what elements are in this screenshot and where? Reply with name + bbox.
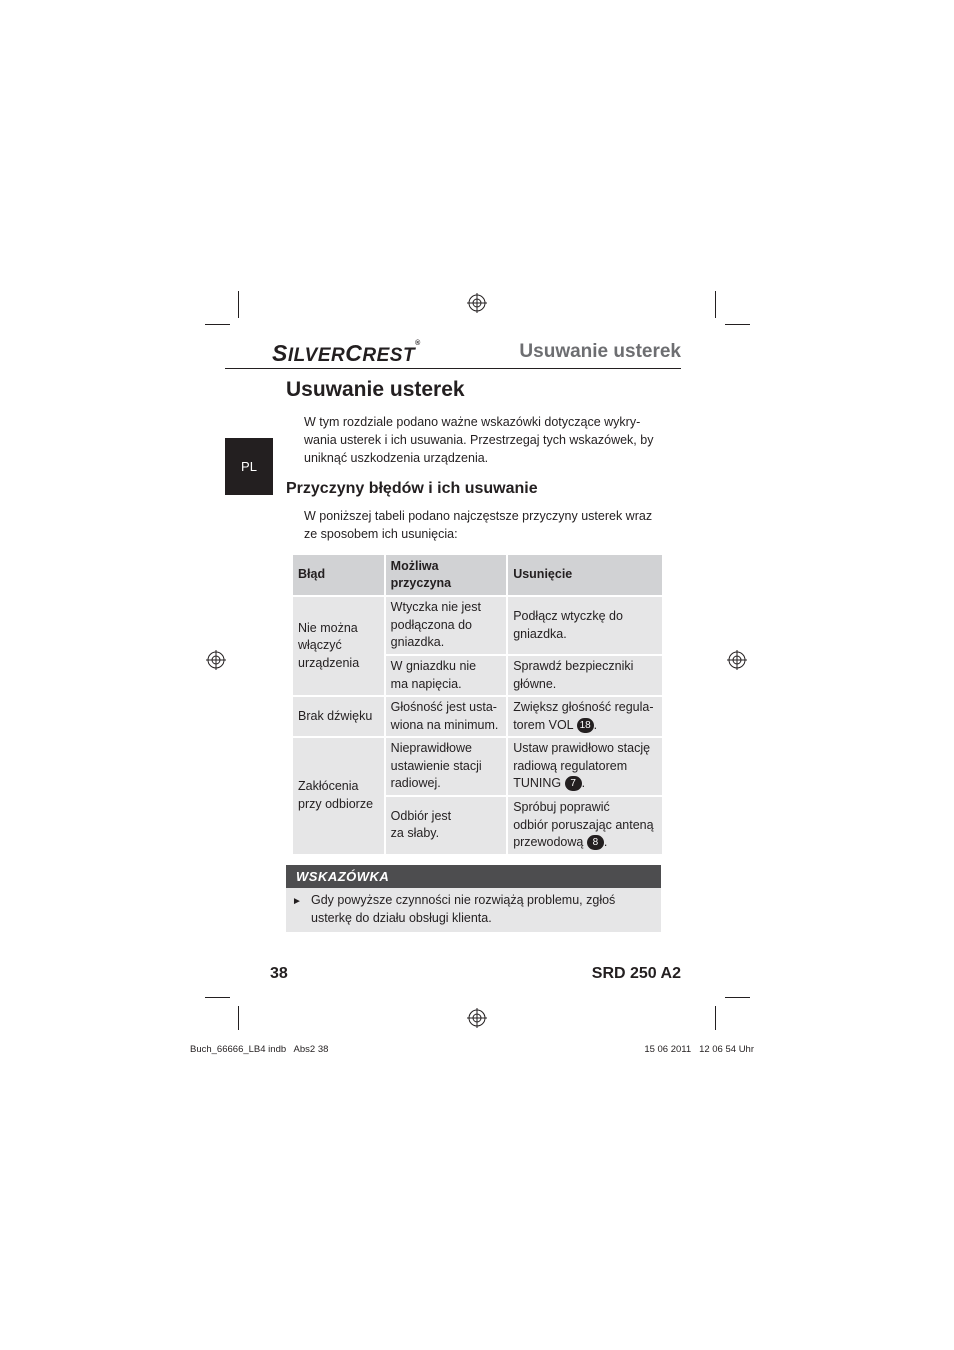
crop-mark <box>238 1006 239 1030</box>
note-header: WSKAZÓWKA <box>286 865 661 888</box>
header-fix: Usunięcie <box>507 554 663 596</box>
crop-mark <box>725 324 750 325</box>
header-error: Błąd <box>292 554 385 596</box>
brand-logo: SILVERCREST® <box>272 340 421 366</box>
table-header-row <box>292 554 663 596</box>
crop-mark <box>715 1006 716 1030</box>
print-slug-right: 15 06 2011 12 06 54 Uhr <box>644 1044 754 1055</box>
crop-mark <box>205 324 230 325</box>
intro-paragraph: W tym rozdziale podano ważne wskazówki dotyczące wykry- wania usterek i ich usuwania. Przestrzegaj tych wskazówek, by uniknąć uszkodzenia urządzenia. <box>304 415 654 465</box>
arrow-bullet-icon: ► <box>292 896 302 907</box>
crop-mark <box>725 997 750 998</box>
page-title: Usuwanie usterek <box>286 378 465 401</box>
crop-mark <box>238 291 239 318</box>
cause-cell: Wtyczka nie jest podłączona do gniazdka. <box>385 596 508 655</box>
registration-mark-icon <box>467 1008 487 1028</box>
part-number-badge: 8 <box>587 835 604 850</box>
table-row <box>292 696 663 737</box>
crop-mark <box>205 997 230 998</box>
note-body <box>286 888 661 932</box>
cause-cell: Głośność jest usta- wiona na minimum. <box>385 696 508 737</box>
fix-cell: Spróbuj poprawić odbiór poruszając anteną przewodową 8 . <box>507 796 663 855</box>
error-cell: Brak dźwięku <box>292 696 385 737</box>
fix-cell: Zwiększ głośność regula- torem VOL 18 . <box>507 696 663 737</box>
page-number: 38 <box>270 965 288 982</box>
header-cause: Możliwa przyczyna <box>385 554 508 596</box>
header-divider <box>225 368 681 369</box>
cause-cell: Nieprawidłowe ustawienie stacji radiowej. <box>385 737 508 796</box>
registration-mark-icon <box>727 650 747 670</box>
running-title: Usuwanie usterek <box>519 341 681 362</box>
registration-mark-icon <box>467 293 487 313</box>
table-row <box>292 737 663 796</box>
cause-cell: W gniazdku nie ma napięcia. <box>385 655 508 696</box>
model-number: SRD 250 A2 <box>591 965 681 982</box>
section-title: Przyczyny błędów i ich usuwanie <box>286 480 538 497</box>
cause-cell: Odbiór jest za słaby. <box>385 796 508 855</box>
fix-cell: Ustaw prawidłowo stację radiową regulatorem TUNING 7 . <box>507 737 663 796</box>
registration-mark-icon <box>206 650 226 670</box>
table-row <box>292 596 663 655</box>
language-tab: PL <box>225 438 273 495</box>
troubleshooting-table <box>291 553 664 856</box>
fix-cell: Podłącz wtyczkę do gniazdka. <box>507 596 663 655</box>
part-number-badge: 18 <box>577 718 594 733</box>
section-intro: W poniższej tabeli podano najczęstsze przyczyny usterek wraz ze sposobem ich usunięcia: <box>304 509 653 541</box>
error-cell: Zakłócenia przy odbiorze <box>292 737 385 855</box>
error-cell: Nie można włączyć urządzenia <box>292 596 385 696</box>
print-slug-left: Buch_66666_LB4 indb Abs2 38 <box>190 1044 329 1055</box>
crop-mark <box>715 291 716 318</box>
fix-cell: Sprawdź bezpieczniki główne. <box>507 655 663 696</box>
part-number-badge: 7 <box>565 776 582 791</box>
note-text: Gdy powyższe czynności nie rozwiążą problemu, zgłoś usterkę do działu obsługi klienta. <box>311 893 616 925</box>
